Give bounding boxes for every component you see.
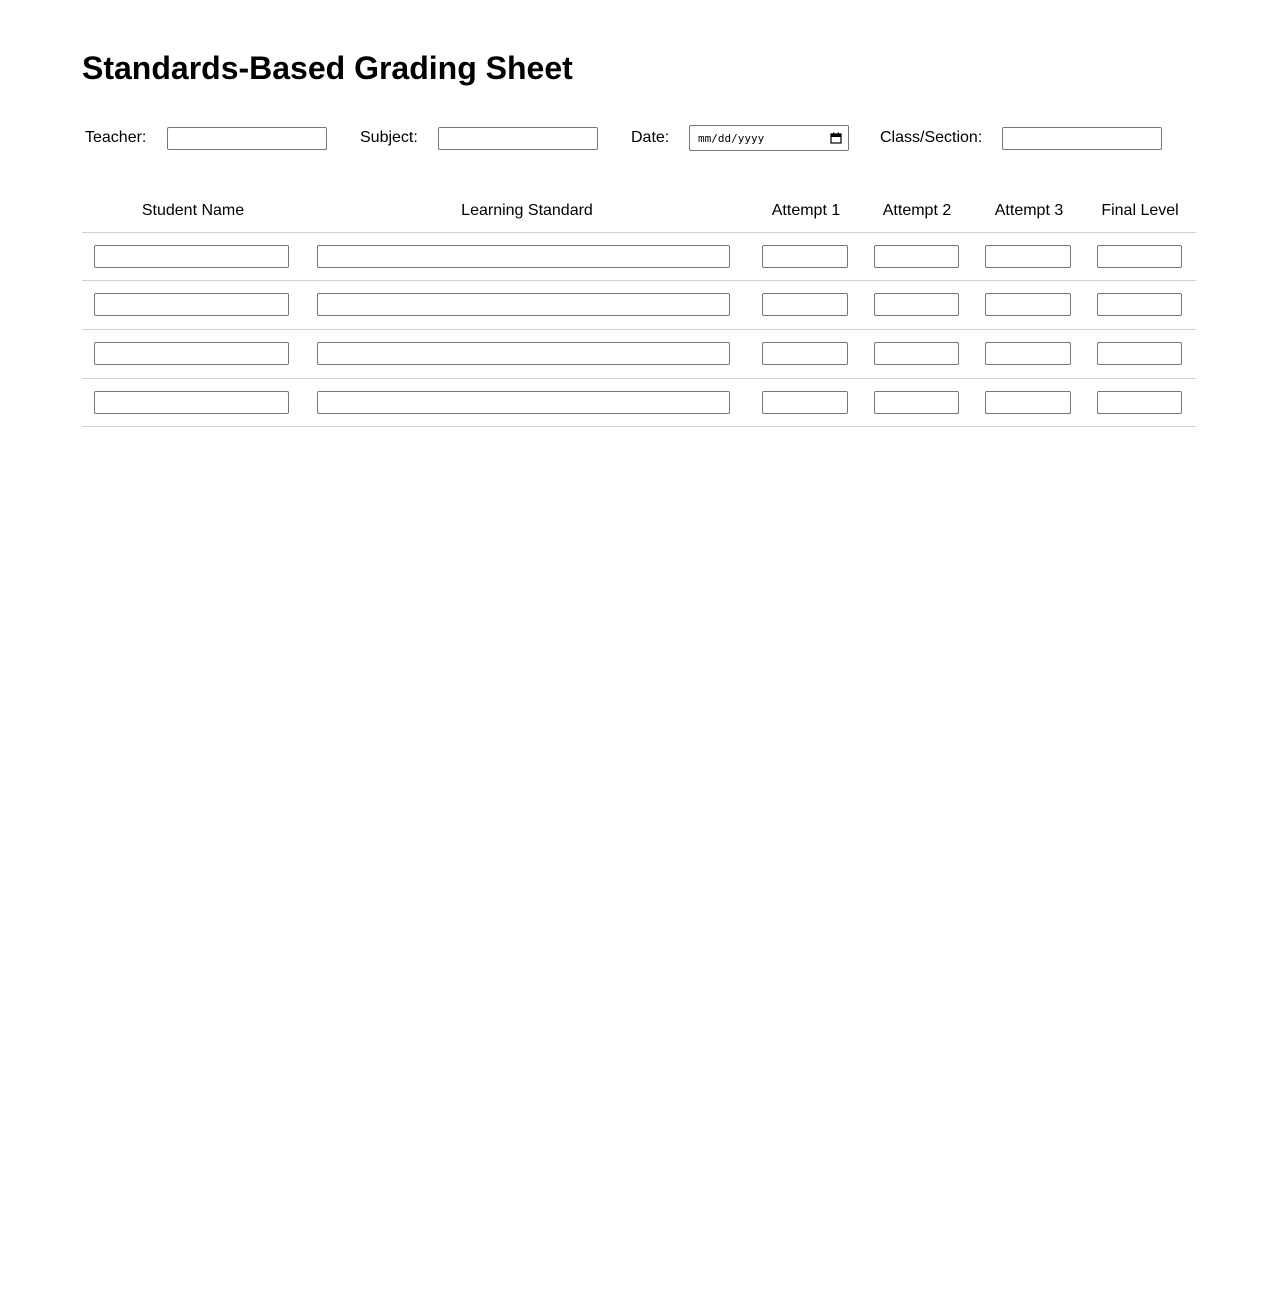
column-header-final-level: Final Level bbox=[1101, 202, 1179, 219]
date-label: Date: bbox=[631, 129, 670, 146]
attempt-1-input[interactable] bbox=[762, 391, 848, 414]
class-section-label: Class/Section: bbox=[880, 129, 983, 146]
attempt-1-input[interactable] bbox=[762, 245, 848, 268]
attempt-3-input[interactable] bbox=[985, 391, 1071, 414]
attempt-1-input[interactable] bbox=[762, 342, 848, 365]
attempt-3-input[interactable] bbox=[985, 342, 1071, 365]
attempt-1-input[interactable] bbox=[762, 293, 848, 316]
final-level-input[interactable] bbox=[1097, 342, 1182, 365]
final-level-input[interactable] bbox=[1097, 245, 1182, 268]
calendar-icon[interactable] bbox=[830, 132, 842, 144]
row-divider bbox=[82, 329, 1196, 330]
row-divider bbox=[82, 280, 1196, 281]
column-header-student-name: Student Name bbox=[141, 202, 245, 219]
attempt-3-input[interactable] bbox=[985, 245, 1071, 268]
student-name-input[interactable] bbox=[94, 342, 289, 365]
class-section-input[interactable] bbox=[1002, 127, 1162, 150]
date-placeholder: mm/dd/yyyy bbox=[698, 131, 765, 145]
row-divider bbox=[82, 426, 1196, 427]
attempt-2-input[interactable] bbox=[874, 245, 959, 268]
teacher-label: Teacher: bbox=[85, 129, 147, 146]
final-level-input[interactable] bbox=[1097, 391, 1182, 414]
teacher-input[interactable] bbox=[167, 127, 327, 150]
row-divider bbox=[82, 378, 1196, 379]
attempt-2-input[interactable] bbox=[874, 342, 959, 365]
table-divider bbox=[82, 232, 1196, 233]
attempt-2-input[interactable] bbox=[874, 293, 959, 316]
attempt-2-input[interactable] bbox=[874, 391, 959, 414]
column-header-attempt-3: Attempt 3 bbox=[994, 202, 1064, 219]
learning-standard-input[interactable] bbox=[317, 293, 730, 316]
final-level-input[interactable] bbox=[1097, 293, 1182, 316]
page-title: Standards-Based Grading Sheet bbox=[82, 50, 573, 86]
column-header-learning-standard: Learning Standard bbox=[461, 202, 593, 219]
date-input[interactable] bbox=[689, 125, 849, 151]
column-header-attempt-2: Attempt 2 bbox=[882, 202, 952, 219]
subject-label: Subject: bbox=[360, 129, 418, 146]
student-name-input[interactable] bbox=[94, 293, 289, 316]
student-name-input[interactable] bbox=[94, 245, 289, 268]
subject-input[interactable] bbox=[438, 127, 598, 150]
column-header-attempt-1: Attempt 1 bbox=[771, 202, 841, 219]
learning-standard-input[interactable] bbox=[317, 342, 730, 365]
learning-standard-input[interactable] bbox=[317, 245, 730, 268]
learning-standard-input[interactable] bbox=[317, 391, 730, 414]
attempt-3-input[interactable] bbox=[985, 293, 1071, 316]
student-name-input[interactable] bbox=[94, 391, 289, 414]
